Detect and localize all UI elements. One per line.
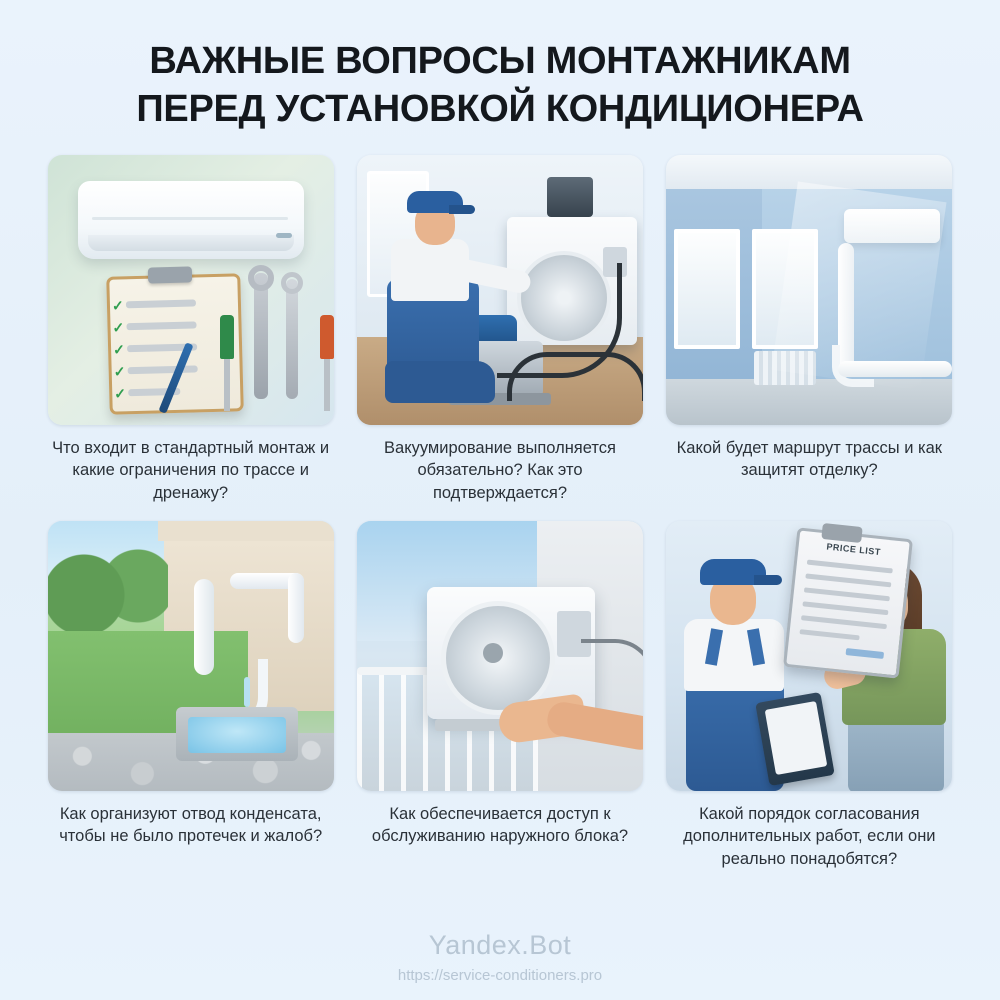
cable-icon [581, 639, 643, 703]
technician-cap-peak [449, 205, 475, 214]
card-service-access [354, 521, 645, 875]
card-caption: Какой будет маршрут трассы и как защитят отделку? [676, 439, 942, 480]
card-vacuuming [354, 155, 645, 509]
card-extra-works [664, 521, 955, 875]
drain-pipe-riser [288, 573, 304, 643]
footer-brand: Yandex.Bot [428, 930, 572, 960]
window-icon [674, 229, 740, 349]
card-route [664, 155, 955, 509]
page-title-line-1: ВАЖНЫЕ ВОПРОСЫ МОНТАЖНИКАМ [149, 40, 851, 82]
cards-grid [45, 155, 955, 875]
indoor-unit-vent-line [92, 217, 288, 220]
screwdriver-green-icon [220, 315, 234, 359]
card-caption: Как обеспечивается доступ к обслуживанию наружного блока? [371, 805, 629, 846]
card-standard-install [45, 155, 336, 509]
footer-url: https://service-conditioners.pro [397, 967, 603, 984]
indoor-unit-icon [78, 181, 304, 259]
house-eave [158, 521, 334, 541]
adjustable-wrench-icon [286, 279, 298, 399]
clipboard-icon: ✓ ✓ ✓ ✓ ✓ [106, 273, 244, 414]
card-image-extra-works [666, 521, 952, 791]
card-image-service-access [357, 521, 643, 791]
wrench-icon [254, 273, 268, 399]
page-title-line-2: ПЕРЕД УСТАНОВКОЙ КОНДИЦИОНЕРА [136, 87, 864, 130]
sunlight-overlay [772, 181, 947, 390]
page-title [0, 0, 1000, 133]
card-caption: Что входит в стандартный монтаж и какие ограничения по трассе и дренажу? [52, 439, 330, 502]
footer [0, 930, 1000, 984]
card-caption: Какой порядок согласования дополнительных работ, если они реально понадобятся? [683, 805, 936, 868]
card-condensate [45, 521, 336, 875]
card-caption: Вакуумирование выполняется обязательно? Как это подтверждается? [384, 439, 616, 502]
card-image-condensate [48, 521, 334, 791]
vacuum-hose-loop-icon [507, 352, 643, 401]
price-list-board [783, 527, 913, 678]
water-surface [188, 717, 286, 753]
technician-shirt [684, 619, 784, 691]
price-list-title: PRICE LIST [826, 541, 882, 558]
indoor-unit-display [276, 233, 292, 238]
equipment-case-icon [547, 177, 593, 217]
card-image-vacuuming [357, 155, 643, 425]
card-image-route [666, 155, 952, 425]
clipboard-clip-icon [147, 266, 191, 283]
fan-hub [483, 643, 503, 663]
tree-icon [48, 541, 168, 631]
client-jeans [848, 717, 944, 791]
technician-cap-peak [754, 575, 782, 585]
screwdriver-red-icon [320, 315, 334, 359]
card-caption: Как организуют отвод конденсата, чтобы не было протечек и жалоб? [59, 805, 323, 846]
technician-leg [385, 361, 495, 403]
water-drip-icon [244, 677, 250, 707]
card-image-standard-install [48, 155, 334, 425]
